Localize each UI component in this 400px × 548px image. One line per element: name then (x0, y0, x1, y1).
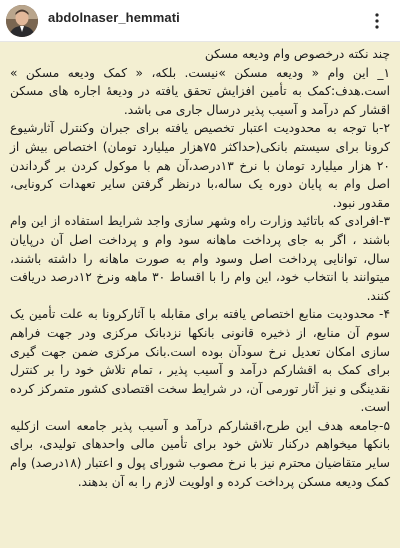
avatar[interactable] (6, 5, 38, 37)
username[interactable]: abdolnaser_hemmati (48, 10, 180, 25)
more-dots-icon[interactable] (368, 12, 386, 30)
paragraph-4: ۴- محدودیت منابع اختصاص یافته برای مقابله با آثارکرونا به علت تأمین یک سوم آن منابع، از ذخیره قانونی بانکها نزدبانک مرکزی ودر جهت فراهم سازی امکان تعدیل نرخ سودآن بوده است.بانک مرکزی ضمن جهت گیری برای کمک به اقشارکم درآمد و آسیب پذیر ، تمام تلاش خود را بر کنترل نقدینگی و نیز آثار تورمی آن، در شرایط سخت اقتصادی کشور متمرکز کرده است. (10, 307, 390, 415)
post-text-image (0, 42, 400, 548)
paragraph-5: ۵-جامعه هدف این طرح،اقشارکم درآمد و آسیب پذیر جامعه است ازکلیه بانکها میخواهم درکنار تلاش خود برای تأمین مالی واحدهای تولیدی، برای سایر متقاضیان محترم نیز با نرخ مصوب شورای پول و اعتبار (۱۸درصد) وام کمک ودیعه مسکن پرداخت کرده و اولویت لازم را به آن بدهند. (10, 418, 390, 489)
post-header (0, 0, 400, 42)
paragraph-3: ۳-افرادی که باتائید وزارت راه وشهر سازی واجد شرایط استفاده از این وام باشند ، اگر به جای پرداخت ماهانه سود وام و پرداخت اصل آن درپایان سال، توانایی پرداخت اصل وسود وام به صورت ماهانه را داشته باشند، میتوانند با انتخاب خود، این وام را با اقساط ۳۰ ماهه ونرخ ۱۲درصد دریافت کنند. (10, 214, 390, 303)
paragraph-2: ۲-با توجه به محدودیت اعتبار تخصیص یافته برای جبران وکنترل آثارشیوع کرونا برای سیستم بانکی(حداکثر ۷۵هزار میلیارد تومان) اختصاص بیش از ۲۰ هزار میلیارد تومان با نرخ ۱۳درصد،آن هم با موکول کردن بر گرداندن اصل وام به پایان دوره یک ساله،با درنظر گرفتن سایر تعهدات کرونایی، مقدور نبود. (10, 121, 390, 210)
paragraph-1: ۱_ این وام « ودیعه مسکن »نیست. بلکه، « کمک ودیعه مسکن » است.هدف:کمک به تأمین افزایش تحقق یافته در ودیعهٔ اجاره های مسکن اقشار کم درآمد و آسیب پذیر درسال جاری می باشد. (10, 65, 390, 117)
avatar-photo-icon (6, 5, 38, 37)
post-title: چند نکته درخصوص وام ودیعه مسکن (204, 47, 390, 61)
